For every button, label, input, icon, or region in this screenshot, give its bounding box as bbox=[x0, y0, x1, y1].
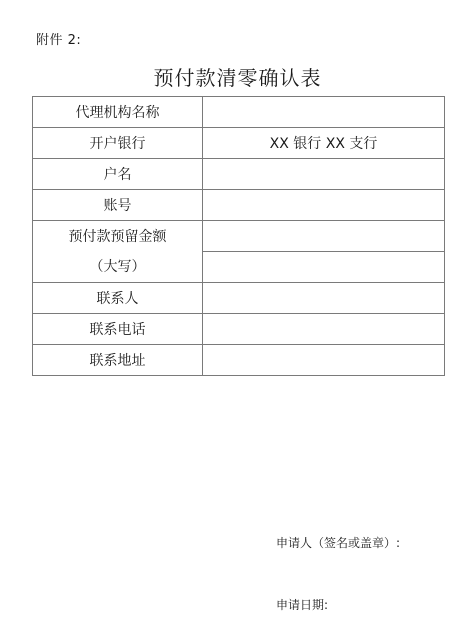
form-title: 预付款清零确认表 bbox=[153, 66, 322, 90]
prepaid-amount-label-line2: （大写） bbox=[89, 258, 146, 275]
prepaid-amount-label-line1: 预付款预留金额 bbox=[68, 228, 167, 245]
application-date-label: 申请日期: bbox=[276, 598, 329, 612]
table-row bbox=[33, 221, 445, 252]
contact-person-field[interactable] bbox=[203, 283, 445, 314]
account-name-field[interactable] bbox=[203, 159, 445, 190]
contact-address-label: 联系地址 bbox=[33, 345, 203, 376]
contact-phone-field[interactable] bbox=[203, 314, 445, 345]
contact-person-label: 联系人 bbox=[33, 283, 203, 314]
table-row bbox=[33, 97, 445, 128]
table-row bbox=[33, 190, 445, 221]
account-number-field[interactable] bbox=[203, 190, 445, 221]
table-row bbox=[33, 128, 445, 159]
bank-label: 开户银行 bbox=[33, 128, 203, 159]
prepaid-amount-field-top[interactable] bbox=[203, 221, 445, 252]
confirmation-form-table bbox=[32, 96, 445, 376]
agency-name-field[interactable] bbox=[203, 97, 445, 128]
contact-phone-label: 联系电话 bbox=[33, 314, 203, 345]
contact-address-field[interactable] bbox=[203, 345, 445, 376]
account-name-label: 户名 bbox=[33, 159, 203, 190]
table-row bbox=[33, 283, 445, 314]
attachment-label: 附件 2: bbox=[36, 33, 82, 48]
applicant-signature-label: 申请人（签名或盖章）: bbox=[276, 536, 401, 550]
table-row bbox=[33, 314, 445, 345]
table-row bbox=[33, 159, 445, 190]
agency-name-label: 代理机构名称 bbox=[33, 97, 203, 128]
account-number-label: 账号 bbox=[33, 190, 203, 221]
table-row bbox=[33, 345, 445, 376]
prepaid-amount-label bbox=[33, 221, 203, 283]
prepaid-amount-field-bottom[interactable] bbox=[203, 252, 445, 283]
bank-field[interactable]: XX 银行 XX 支行 bbox=[203, 128, 445, 159]
